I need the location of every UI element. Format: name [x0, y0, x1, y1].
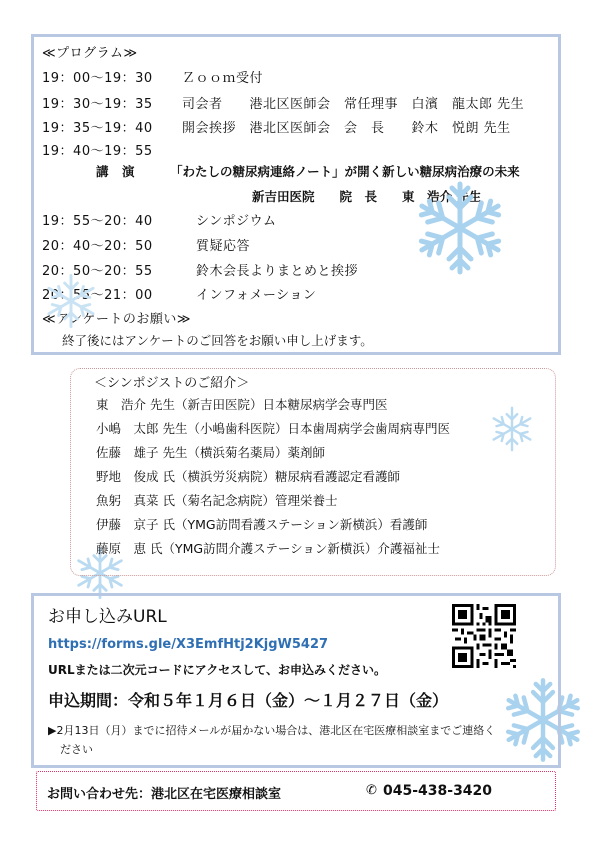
apply-instruction: URLまたは二次元コードにアクセスして、お申込みください。	[48, 663, 387, 677]
contact-phone[interactable]: 045-438-3420	[383, 783, 493, 799]
qr-code-icon[interactable]	[452, 604, 516, 668]
symposist-item: 野地 俊成 氏（横浜労災病院）糖尿病看護認定看護師	[96, 469, 400, 484]
lecture-title: 「わたしの糖尿病連絡ノート」が開く新しい糖尿病治療の未来	[170, 164, 520, 179]
symposist-item: 伊藤 京子 氏（YMG訪問看護ステーション新横浜）看護師	[96, 517, 428, 532]
contact-label: お問い合わせ先：港北区在宅医療相談室	[47, 787, 282, 802]
program-time: 19：40〜19：55	[42, 144, 153, 159]
apply-title: お申し込みURL	[48, 607, 167, 627]
apply-period: 申込期間：令和５年１月６日（金）〜１月２７日（金）	[48, 691, 449, 710]
phone-icon: ✆	[366, 783, 377, 798]
program-item: 質疑応答	[196, 239, 251, 254]
program-time: 20：40〜20：50	[42, 239, 153, 254]
symposist-item: 小嶋 太郎 先生（小嶋歯科医院）日本歯周病学会歯周病専門医	[96, 421, 450, 436]
program-time: 20：55〜21：00	[42, 288, 153, 303]
snowflake-icon	[42, 272, 100, 330]
program-heading: ≪プログラム≫	[42, 46, 138, 61]
program-time: 19：35〜19：40	[42, 121, 153, 136]
lecturer: 新吉田医院 院 長 東 浩介 先生	[252, 189, 482, 204]
apply-url-link[interactable]: https://forms.gle/X3EmfHtj2KjgW5427	[48, 637, 329, 652]
program-item: Ｚｏｏｍ受付	[182, 71, 264, 86]
program-time: 19：30〜19：35	[42, 97, 153, 112]
symposist-item: 藤原 恵 氏（YMG訪問介護ステーション新横浜）介護福祉士	[96, 541, 440, 556]
lecture-label: 講 演	[96, 164, 136, 179]
program-item: シンポジウム	[196, 214, 277, 229]
program-item: 開会挨拶 港北区医師会 会 長 鈴木 悦朗 先生	[182, 121, 511, 136]
program-item: 鈴木会長よりまとめと挨拶	[196, 264, 359, 279]
symposist-item: 佐藤 雄子 先生（横浜菊名薬局）薬剤師	[96, 445, 325, 460]
survey-heading: ≪アンケートのお願い≫	[42, 312, 191, 327]
symposist-item: 魚躬 真菜 氏（菊名記念病院）管理栄養士	[96, 493, 338, 508]
symposist-item: 東 浩介 先生（新吉田医院）日本糖尿病学会専門医	[96, 397, 388, 412]
program-time: 20：50〜20：55	[42, 264, 153, 279]
program-item: インフォメーション	[196, 288, 317, 303]
program-time: 19：55〜20：40	[42, 214, 153, 229]
program-item: 司会者 港北区医師会 常任理事 白濱 龍太郎 先生	[182, 97, 525, 112]
program-time: 19：00〜19：30	[42, 71, 153, 86]
apply-note: ▶2月13日（月）までに招待メールが届かない場合は、港北区在宅医療相談室までご連絡く	[48, 724, 496, 737]
survey-text: 終了後にはアンケートのご回答をお願い申し上げます。	[62, 333, 373, 348]
symposists-heading: ＜シンポジストのご紹介＞	[94, 376, 250, 391]
snowflake-icon	[410, 178, 510, 278]
apply-note-cont: ださい	[60, 743, 93, 756]
